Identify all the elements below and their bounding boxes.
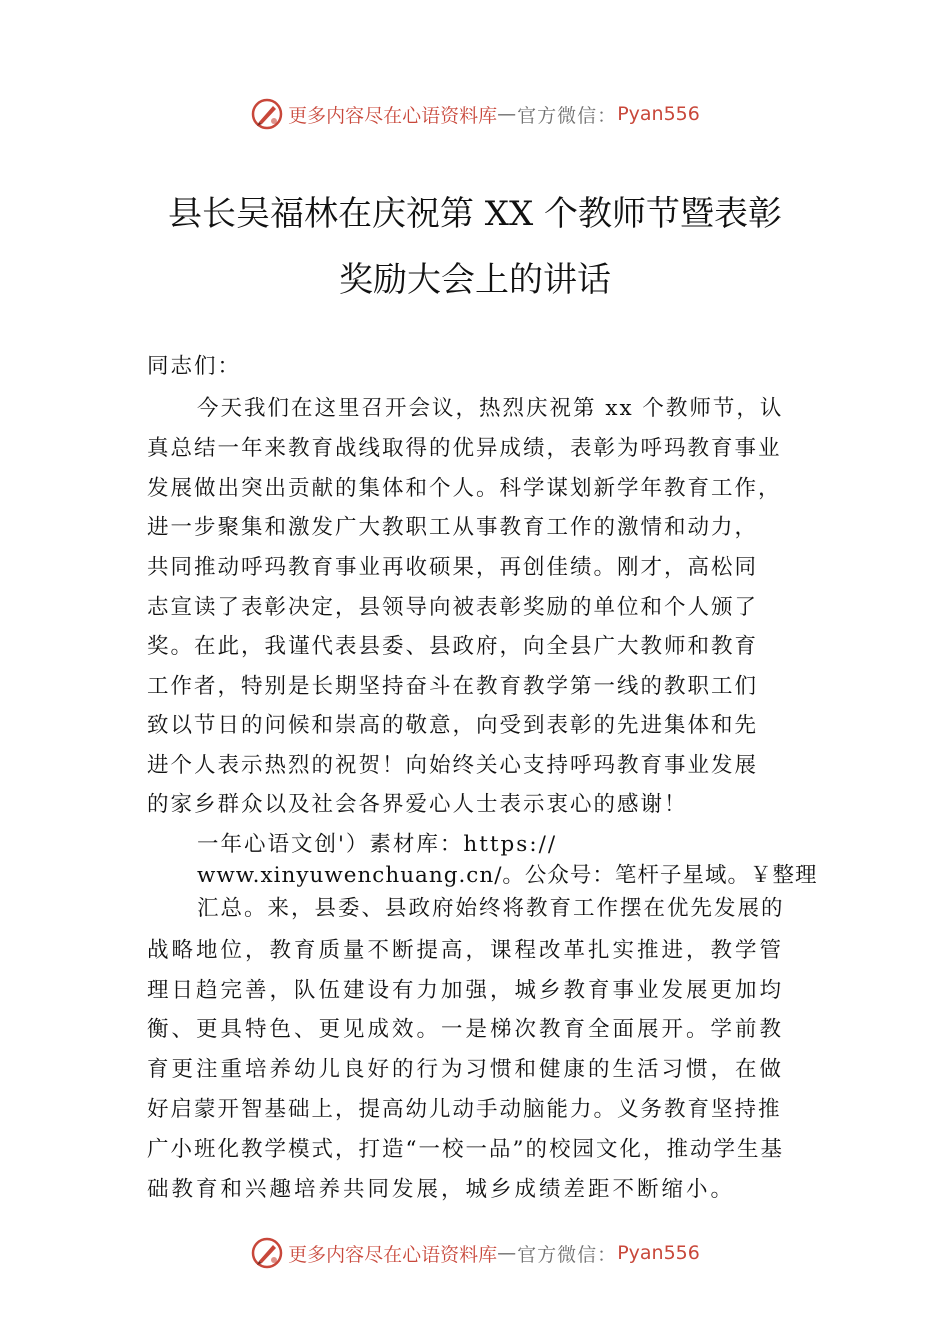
watermark-dash: — [497,1242,518,1264]
body-line: 工作者，特别是长期坚持奋斗在教育教学第一线的教职工们 [147,674,759,699]
body-line: 育更注重培养幼儿良好的行为习惯和健康的生活习惯，在做 [147,1057,785,1082]
watermark-wechat-id: Pyan556 [617,103,700,125]
body-line: 汇总。来，县委、县政府始终将教育工作摆在优先发展的 [197,896,785,921]
body-line: 础教育和兴趣培养共同发展，城乡成绩差距不断缩小。 [147,1177,736,1202]
watermark-wechat-id: Pyan556 [617,1242,700,1264]
watermark-brand: 更多内容尽在心语资料库 [288,1243,498,1266]
body-line: 衡、更具特色、更见成效。一是梯次教育全面展开。学前教 [147,1017,785,1042]
watermark-brand: 更多内容尽在心语资料库 [288,104,498,127]
body-line: 理日趋完善，队伍建设有力加强，城乡教育事业发展更加均 [147,978,785,1003]
body-line: 好启蒙开智基础上，提高幼儿动手动脑能力。义务教育坚持推 [147,1097,782,1122]
body-line: 共同推动呼玛教育事业再收硕果，再创佳绩。刚才，高松同 [147,555,759,580]
body-line: 发展做出突出贡献的集体和个人。科学谋划新学年教育工作， [147,476,782,501]
watermark-wechat-label: 官方微信： [517,1243,618,1266]
body-line: 一年心语文创'）素材库：https:// [197,832,558,857]
body-line: 志宣读了表彰决定，县领导向被表彰奖励的单位和个人颁了 [147,595,759,620]
body-line: www.xinyuwenchuang.cn/。公众号：笔杆子星域。￥整理 [197,863,818,888]
body-line: 真总结一年来教育战线取得的优异成绩，表彰为呼玛教育事业 [147,436,782,461]
body-line: 进一步聚集和激发广大教职工从事教育工作的激情和动力， [147,515,759,540]
body-line: 致以节日的问候和崇高的敬意，向受到表彰的先进集体和先 [147,713,759,738]
body-line-salutation: 同志们： [147,354,242,379]
body-line: 战略地位，教育质量不断提高，课程改革扎实推进，教学管 [147,938,785,963]
body-line: 的家乡群众以及社会各界爱心人士表示衷心的感谢！ [147,792,688,817]
watermark-wechat-label: 官方微信： [517,104,618,127]
body-line: 奖。在此，我谨代表县委、县政府，向全县广大教师和教育 [147,634,759,659]
document-title-line-1: 县长吴福林在庆祝第 XX 个教师节暨表彰 [167,194,783,234]
watermark-banner-bottom [0,1233,950,1273]
pen-logo-icon [250,1236,284,1270]
body-line: 进个人表示热烈的祝贺！向始终关心支持呼玛教育事业发展 [147,753,759,778]
document-title-line-2: 奖励大会上的讲话 [339,260,611,300]
watermark-banner-top [0,94,950,134]
body-line: 今天我们在这里召开会议，热烈庆祝第 xx 个教师节，认 [197,396,784,421]
watermark-dash: — [497,103,518,125]
pen-logo-icon [250,97,284,131]
body-line: 广小班化教学模式，打造“一校一品”的校园文化，推动学生基 [147,1137,784,1162]
